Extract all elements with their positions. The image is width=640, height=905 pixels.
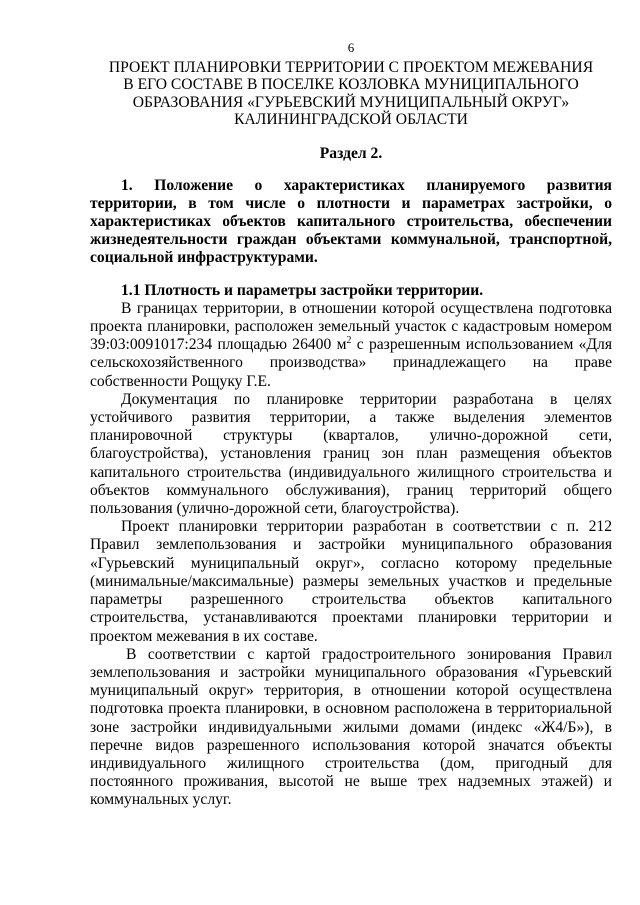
section-heading: Раздел 2. bbox=[319, 144, 383, 162]
document-page bbox=[90, 40, 612, 810]
paragraph-land-plot-text-end: с разрешенным использованием «Для сельскохозяйственного производства» принадлежащего на праве собственности Рощуку Г.Е. bbox=[90, 336, 612, 390]
document-title bbox=[90, 59, 612, 129]
paragraph-land-plot bbox=[90, 300, 612, 391]
document-title-line-1: ПРОЕКТ ПЛАНИРОВКИ ТЕРРИТОРИИ С ПРОЕКТОМ МЕЖЕВАНИЯ bbox=[108, 59, 594, 76]
paragraph-documentation-purpose: Документация по планировке территории разработана в целях устойчивого развития территории, а также выделения элементов планировочной структуры (кварталов, улично-дорожной сети, благоустройства), установления границ зон план размещения объектов капитального строительства (индивидуального жилищного строительства и объектов коммунального обслуживания), границ территорий общего пользования (улично-дорожной сети, благоустройства). bbox=[90, 390, 612, 518]
page-number: 6 bbox=[347, 40, 355, 55]
subsection-heading: 1. Положение о характеристиках планируемого развития территории, в том числе о плотности и параметрах застройки, о характеристиках объектов капитального строительства, обеспечении жизнедеятельности граждан объектами коммунальной, транспортной, социальной инфраструктурами. bbox=[90, 176, 612, 267]
paragraph-rules-basis: Проект планировки территории разработан в соответствии с п. 212 Правил землепользования и застройки муниципального образования «Гурьевский муниципальный округ», согласно которому предельные (минимальные/максимальные) размеры земельных участков и предельные параметры разрешенного строительства объектов капитального строительства, устанавливаются проектами планировки территории и проектом межевания в их составе. bbox=[90, 518, 612, 645]
subsubsection-heading: 1.1 Плотность и параметры застройки территории. bbox=[121, 281, 484, 299]
paragraph-land-plot-text-start: В границах территории, в отношении которой осуществлена подготовка проекта планировки, расположен земельный участок с кадастровым номером 39:03:0091017:234 площадью 26400 м bbox=[90, 299, 612, 354]
document-title-line-3: ОБРАЗОВАНИЯ «ГУРЬЕВСКИЙ МУНИЦИПАЛЬНЫЙ ОКРУГ» bbox=[132, 93, 570, 111]
paragraph-zoning: В соответствии с картой градостроительного зонирования Правил землепользования и застройки муниципального образования «Гурьевский муниципальный округ» территория, в отношении которой осуществлена подготовка проекта планировки, в основном расположена в территориальной зоне застройки индивидуальными жилыми домами (индекс «Ж4/Б»), в перечне видов разрешенного использования которой значатся объекты индивидуального жилищного строительства (дом, пригодный для постоянного проживания, высотой не выше трех надземных этажей) и коммунальных услуг. bbox=[90, 645, 612, 809]
square-meter-superscript: 2 bbox=[346, 335, 352, 347]
document-title-line-4: КАЛИНИНГРАДСКОЙ ОБЛАСТИ bbox=[234, 111, 468, 129]
document-title-line-2: В ЕГО СОСТАВЕ В ПОСЕЛКЕ КОЗЛОВКА МУНИЦИПАЛЬНОГО bbox=[123, 76, 579, 94]
